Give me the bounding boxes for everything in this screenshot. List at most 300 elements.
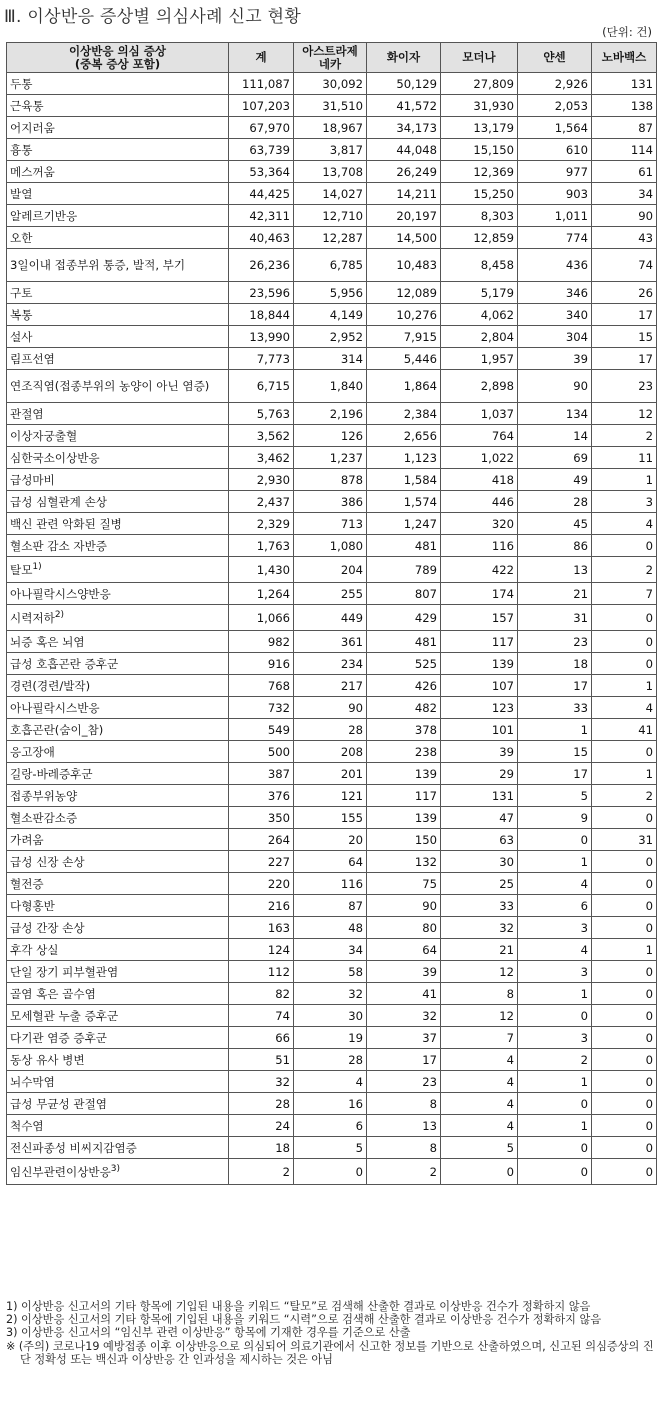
symptom-name: 발열 [7, 183, 229, 205]
cell-nv: 0 [592, 807, 657, 829]
cell-pf: 789 [367, 557, 441, 583]
cell-md: 4 [441, 1049, 518, 1071]
cell-md: 123 [441, 697, 518, 719]
cell-js: 0 [518, 1093, 592, 1115]
cell-total: 26,236 [229, 249, 294, 282]
symptom-name: 동상 유사 병변 [7, 1049, 229, 1071]
cell-md: 320 [441, 513, 518, 535]
cell-md: 418 [441, 469, 518, 491]
header-pfizer: 화이자 [367, 43, 441, 73]
table-row [7, 95, 657, 117]
cell-nv: 0 [592, 631, 657, 653]
cell-total: 376 [229, 785, 294, 807]
cell-nv: 3 [592, 491, 657, 513]
cell-total: 63,739 [229, 139, 294, 161]
cell-az: 0 [294, 1159, 367, 1185]
table-row [7, 939, 657, 961]
cell-total: 500 [229, 741, 294, 763]
cell-md: 422 [441, 557, 518, 583]
cell-pf: 482 [367, 697, 441, 719]
cell-az: 4 [294, 1071, 367, 1093]
cell-pf: 1,123 [367, 447, 441, 469]
cell-js: 15 [518, 741, 592, 763]
symptom-name: 두통 [7, 73, 229, 95]
cell-az: 90 [294, 697, 367, 719]
cell-az: 31,510 [294, 95, 367, 117]
table-row [7, 1137, 657, 1159]
cell-total: 51 [229, 1049, 294, 1071]
cell-total: 1,763 [229, 535, 294, 557]
cell-nv: 12 [592, 403, 657, 425]
cell-js: 0 [518, 1137, 592, 1159]
cell-total: 28 [229, 1093, 294, 1115]
cell-nv: 1 [592, 469, 657, 491]
cell-js: 2 [518, 1049, 592, 1071]
cell-js: 134 [518, 403, 592, 425]
table-row [7, 249, 657, 282]
cell-md: 33 [441, 895, 518, 917]
cell-js: 3 [518, 961, 592, 983]
cell-az: 217 [294, 675, 367, 697]
cell-js: 5 [518, 785, 592, 807]
cell-js: 1 [518, 719, 592, 741]
symptom-name: 메스꺼움 [7, 161, 229, 183]
cell-md: 8,458 [441, 249, 518, 282]
cell-az: 18,967 [294, 117, 367, 139]
cell-js: 6 [518, 895, 592, 917]
cell-az: 64 [294, 851, 367, 873]
table-row [7, 469, 657, 491]
cell-pf: 37 [367, 1027, 441, 1049]
table-row [7, 895, 657, 917]
symptom-name: 림프선염 [7, 348, 229, 370]
cell-md: 4,062 [441, 304, 518, 326]
table-row [7, 961, 657, 983]
cell-js: 17 [518, 763, 592, 785]
cell-total: 82 [229, 983, 294, 1005]
cell-md: 30 [441, 851, 518, 873]
cell-pf: 5,446 [367, 348, 441, 370]
symptom-name: 다기관 염증 증후군 [7, 1027, 229, 1049]
cell-pf: 378 [367, 719, 441, 741]
cell-total: 42,311 [229, 205, 294, 227]
cell-md: 8 [441, 983, 518, 1005]
cell-nv: 17 [592, 304, 657, 326]
adverse-reaction-table [6, 42, 657, 1185]
cell-total: 44,425 [229, 183, 294, 205]
cell-md: 63 [441, 829, 518, 851]
cell-pf: 807 [367, 583, 441, 605]
cell-pf: 75 [367, 873, 441, 895]
unit-label: (단위: 건) [602, 25, 652, 39]
cell-az: 5,956 [294, 282, 367, 304]
symptom-name: 설사 [7, 326, 229, 348]
cell-nv: 11 [592, 447, 657, 469]
header-astrazeneca: 아스트라제 네카 [294, 43, 367, 73]
symptom-name: 급성 호흡곤란 증후군 [7, 653, 229, 675]
cell-js: 977 [518, 161, 592, 183]
cell-md: 7 [441, 1027, 518, 1049]
cell-pf: 39 [367, 961, 441, 983]
cell-az: 126 [294, 425, 367, 447]
cell-az: 16 [294, 1093, 367, 1115]
cell-js: 610 [518, 139, 592, 161]
cell-az: 12,710 [294, 205, 367, 227]
header-novavax: 노바백스 [592, 43, 657, 73]
cell-total: 111,087 [229, 73, 294, 95]
symptom-name: 탈모$^{1)}$ [7, 557, 229, 583]
table-row [7, 139, 657, 161]
cell-nv: 0 [592, 741, 657, 763]
cell-nv: 1 [592, 939, 657, 961]
table-row [7, 282, 657, 304]
cell-az: 6 [294, 1115, 367, 1137]
cell-pf: 20,197 [367, 205, 441, 227]
cell-js: 436 [518, 249, 592, 282]
symptom-name: 급성마비 [7, 469, 229, 491]
cell-az: 878 [294, 469, 367, 491]
cell-pf: 14,500 [367, 227, 441, 249]
cell-md: 107 [441, 675, 518, 697]
cell-nv: 0 [592, 1071, 657, 1093]
cell-total: 1,264 [229, 583, 294, 605]
cell-js: 33 [518, 697, 592, 719]
symptom-name: 골염 혹은 골수염 [7, 983, 229, 1005]
table-row [7, 785, 657, 807]
cell-total: 7,773 [229, 348, 294, 370]
cell-az: 386 [294, 491, 367, 513]
symptom-name: 3일이내 접종부위 통증, 발적, 부기 [7, 249, 229, 282]
cell-pf: 1,584 [367, 469, 441, 491]
cell-nv: 31 [592, 829, 657, 851]
footnote-marker: 3) [110, 1163, 121, 1174]
cell-total: 107,203 [229, 95, 294, 117]
table-row [7, 983, 657, 1005]
cell-pf: 139 [367, 807, 441, 829]
cell-total: 32 [229, 1071, 294, 1093]
symptom-name: 뇌증 혹은 뇌염 [7, 631, 229, 653]
table-row [7, 719, 657, 741]
cell-md: 5,179 [441, 282, 518, 304]
table-row [7, 161, 657, 183]
cell-md: 174 [441, 583, 518, 605]
symptom-name: 알레르기반응 [7, 205, 229, 227]
symptom-name: 복통 [7, 304, 229, 326]
cell-js: 2,053 [518, 95, 592, 117]
table-row [7, 205, 657, 227]
cell-total: 1,430 [229, 557, 294, 583]
cell-js: 1 [518, 851, 592, 873]
cell-md: 15,250 [441, 183, 518, 205]
cell-pf: 117 [367, 785, 441, 807]
cell-md: 0 [441, 1159, 518, 1185]
cell-pf: 150 [367, 829, 441, 851]
cell-nv: 74 [592, 249, 657, 282]
cell-md: 117 [441, 631, 518, 653]
cell-pf: 2,384 [367, 403, 441, 425]
symptom-name: 어지러움 [7, 117, 229, 139]
cell-js: 21 [518, 583, 592, 605]
cell-total: 124 [229, 939, 294, 961]
cell-nv: 2 [592, 785, 657, 807]
cell-total: 2,437 [229, 491, 294, 513]
table-row [7, 73, 657, 95]
symptom-name: 연조직염(접종부위의 농양이 아닌 염증) [7, 370, 229, 403]
cell-md: 12 [441, 1005, 518, 1027]
table-row [7, 491, 657, 513]
table-row [7, 183, 657, 205]
cell-js: 28 [518, 491, 592, 513]
cell-md: 446 [441, 491, 518, 513]
table-row [7, 675, 657, 697]
cell-pf: 1,574 [367, 491, 441, 513]
cell-pf: 41 [367, 983, 441, 1005]
cell-js: 0 [518, 1005, 592, 1027]
symptom-name: 시력저하$^{2)}$ [7, 605, 229, 631]
table-row [7, 304, 657, 326]
cell-pf: 525 [367, 653, 441, 675]
footnote-text: 2) 이상반응 신고서의 기타 항목에 기입된 내용을 키워드 “시력”으로 검색해 산출한 결과로 이상반응 건수가 정확하지 않음 [6, 1313, 602, 1327]
cell-pf: 2 [367, 1159, 441, 1185]
cell-js: 3 [518, 917, 592, 939]
cell-md: 139 [441, 653, 518, 675]
cell-js: 1 [518, 983, 592, 1005]
cell-nv: 1 [592, 763, 657, 785]
cell-nv: 131 [592, 73, 657, 95]
header-moderna: 모더나 [441, 43, 518, 73]
cell-az: 34 [294, 939, 367, 961]
symptom-name: 아나필락시스양반응 [7, 583, 229, 605]
cell-nv: 0 [592, 1005, 657, 1027]
symptom-name: 심한국소이상반응 [7, 447, 229, 469]
cell-az: 13,708 [294, 161, 367, 183]
table-row [7, 227, 657, 249]
cell-az: 361 [294, 631, 367, 653]
footnote-marker: 1) [32, 561, 42, 572]
cell-js: 39 [518, 348, 592, 370]
symptom-name: 관절염 [7, 403, 229, 425]
symptom-name: 모세혈관 누출 증후군 [7, 1005, 229, 1027]
cell-az: 58 [294, 961, 367, 983]
symptom-name: 호흡곤란(숨이_참) [7, 719, 229, 741]
cell-az: 255 [294, 583, 367, 605]
cell-md: 1,037 [441, 403, 518, 425]
cell-total: 112 [229, 961, 294, 983]
cell-js: 13 [518, 557, 592, 583]
cell-az: 28 [294, 719, 367, 741]
cell-md: 39 [441, 741, 518, 763]
cell-total: 768 [229, 675, 294, 697]
cell-pf: 64 [367, 939, 441, 961]
cell-js: 0 [518, 829, 592, 851]
cell-nv: 138 [592, 95, 657, 117]
table-row [7, 741, 657, 763]
cell-total: 5,763 [229, 403, 294, 425]
cell-nv: 26 [592, 282, 657, 304]
cell-md: 8,303 [441, 205, 518, 227]
cell-md: 4 [441, 1115, 518, 1137]
symptom-name: 뇌수막염 [7, 1071, 229, 1093]
cell-pf: 17 [367, 1049, 441, 1071]
header-total: 계 [229, 43, 294, 73]
cell-js: 9 [518, 807, 592, 829]
cell-nv: 23 [592, 370, 657, 403]
cell-md: 12,369 [441, 161, 518, 183]
cell-nv: 61 [592, 161, 657, 183]
symptom-name: 급성 심혈관계 손상 [7, 491, 229, 513]
cell-az: 204 [294, 557, 367, 583]
table-row [7, 1027, 657, 1049]
symptom-name: 급성 무균성 관절염 [7, 1093, 229, 1115]
cell-pf: 14,211 [367, 183, 441, 205]
table-row [7, 348, 657, 370]
cell-pf: 8 [367, 1137, 441, 1159]
cell-js: 1 [518, 1071, 592, 1093]
cell-total: 13,990 [229, 326, 294, 348]
cell-total: 23,596 [229, 282, 294, 304]
cell-nv: 87 [592, 117, 657, 139]
cell-nv: 7 [592, 583, 657, 605]
cell-pf: 44,048 [367, 139, 441, 161]
cell-az: 14,027 [294, 183, 367, 205]
cell-nv: 4 [592, 513, 657, 535]
table-row [7, 1071, 657, 1093]
cell-js: 1 [518, 1115, 592, 1137]
symptom-name: 이상자궁출혈 [7, 425, 229, 447]
cell-az: 30 [294, 1005, 367, 1027]
cell-nv: 0 [592, 961, 657, 983]
cell-pf: 41,572 [367, 95, 441, 117]
cell-pf: 90 [367, 895, 441, 917]
symptom-name: 구토 [7, 282, 229, 304]
table-row [7, 697, 657, 719]
table-row [7, 583, 657, 605]
table-row [7, 1005, 657, 1027]
table-row [7, 403, 657, 425]
cell-total: 264 [229, 829, 294, 851]
cell-md: 15,150 [441, 139, 518, 161]
cell-md: 13,179 [441, 117, 518, 139]
cell-md: 47 [441, 807, 518, 829]
cell-total: 982 [229, 631, 294, 653]
table-row [7, 917, 657, 939]
cell-js: 0 [518, 1159, 592, 1185]
cell-nv: 2 [592, 557, 657, 583]
symptom-name: 길랑-바레증후군 [7, 763, 229, 785]
cell-total: 1,066 [229, 605, 294, 631]
cell-md: 116 [441, 535, 518, 557]
cell-js: 1,564 [518, 117, 592, 139]
cell-md: 27,809 [441, 73, 518, 95]
cell-az: 3,817 [294, 139, 367, 161]
cell-az: 116 [294, 873, 367, 895]
cell-az: 6,785 [294, 249, 367, 282]
header-symptom: 이상반응 의심 증상 (중복 증상 포함) [7, 43, 229, 73]
cell-az: 1,237 [294, 447, 367, 469]
cell-az: 4,149 [294, 304, 367, 326]
cell-nv: 0 [592, 605, 657, 631]
cell-nv: 0 [592, 895, 657, 917]
cell-js: 1,011 [518, 205, 592, 227]
table-row [7, 605, 657, 631]
cell-nv: 90 [592, 205, 657, 227]
cell-pf: 238 [367, 741, 441, 763]
cell-js: 23 [518, 631, 592, 653]
cell-js: 2,926 [518, 73, 592, 95]
cell-total: 53,364 [229, 161, 294, 183]
cell-pf: 481 [367, 535, 441, 557]
cell-nv: 0 [592, 873, 657, 895]
footnote-text: 1) 이상반응 신고서의 기타 항목에 기입된 내용을 키워드 “탈모”로 검색해 산출한 결과로 이상반응 건수가 정확하지 않음 [6, 1300, 591, 1313]
cell-total: 916 [229, 653, 294, 675]
cell-nv: 43 [592, 227, 657, 249]
symptom-name: 척수염 [7, 1115, 229, 1137]
cell-pf: 7,915 [367, 326, 441, 348]
symptom-name: 단일 장기 피부혈관염 [7, 961, 229, 983]
cell-total: 2,930 [229, 469, 294, 491]
cell-az: 32 [294, 983, 367, 1005]
table-row [7, 807, 657, 829]
cell-js: 4 [518, 873, 592, 895]
symptom-name: 응고장애 [7, 741, 229, 763]
cell-pf: 132 [367, 851, 441, 873]
cell-total: 3,462 [229, 447, 294, 469]
cell-nv: 0 [592, 535, 657, 557]
cell-nv: 0 [592, 917, 657, 939]
cell-pf: 26,249 [367, 161, 441, 183]
cell-az: 155 [294, 807, 367, 829]
cell-nv: 0 [592, 653, 657, 675]
cell-md: 12,859 [441, 227, 518, 249]
symptom-name: 급성 신장 손상 [7, 851, 229, 873]
cell-total: 24 [229, 1115, 294, 1137]
cell-js: 17 [518, 675, 592, 697]
cell-nv: 15 [592, 326, 657, 348]
cell-nv: 1 [592, 675, 657, 697]
cell-nv: 17 [592, 348, 657, 370]
cell-js: 45 [518, 513, 592, 535]
cell-js: 3 [518, 1027, 592, 1049]
cell-pf: 34,173 [367, 117, 441, 139]
symptom-name: 가려움 [7, 829, 229, 851]
cell-nv: 0 [592, 1137, 657, 1159]
table-row [7, 829, 657, 851]
cell-pf: 426 [367, 675, 441, 697]
cell-md: 764 [441, 425, 518, 447]
symptom-name: 다형홍반 [7, 895, 229, 917]
cell-az: 1,840 [294, 370, 367, 403]
table-row [7, 851, 657, 873]
cell-js: 86 [518, 535, 592, 557]
table-row [7, 557, 657, 583]
cell-md: 25 [441, 873, 518, 895]
cell-az: 2,196 [294, 403, 367, 425]
cell-md: 1,022 [441, 447, 518, 469]
cell-md: 101 [441, 719, 518, 741]
cell-js: 90 [518, 370, 592, 403]
footnote-text: ※ (주의) 코로나19 예방접종 이후 이상반응으로 의심되어 의료기관에서 신고한 정보를 기반으로 산출하였으며, 신고된 의심증상의 진단 정확성 또는 백신과 이상반응 간 인과성을 제시하는 것은 아님 [6, 1339, 654, 1366]
symptom-name: 백신 관련 악화된 질병 [7, 513, 229, 535]
footnote-marker: 2) [54, 609, 65, 620]
table-row [7, 1115, 657, 1137]
cell-md: 12 [441, 961, 518, 983]
cell-nv: 34 [592, 183, 657, 205]
cell-nv: 0 [592, 1115, 657, 1137]
table-row [7, 653, 657, 675]
cell-pf: 10,483 [367, 249, 441, 282]
cell-md: 1,957 [441, 348, 518, 370]
symptom-name: 혈전증 [7, 873, 229, 895]
